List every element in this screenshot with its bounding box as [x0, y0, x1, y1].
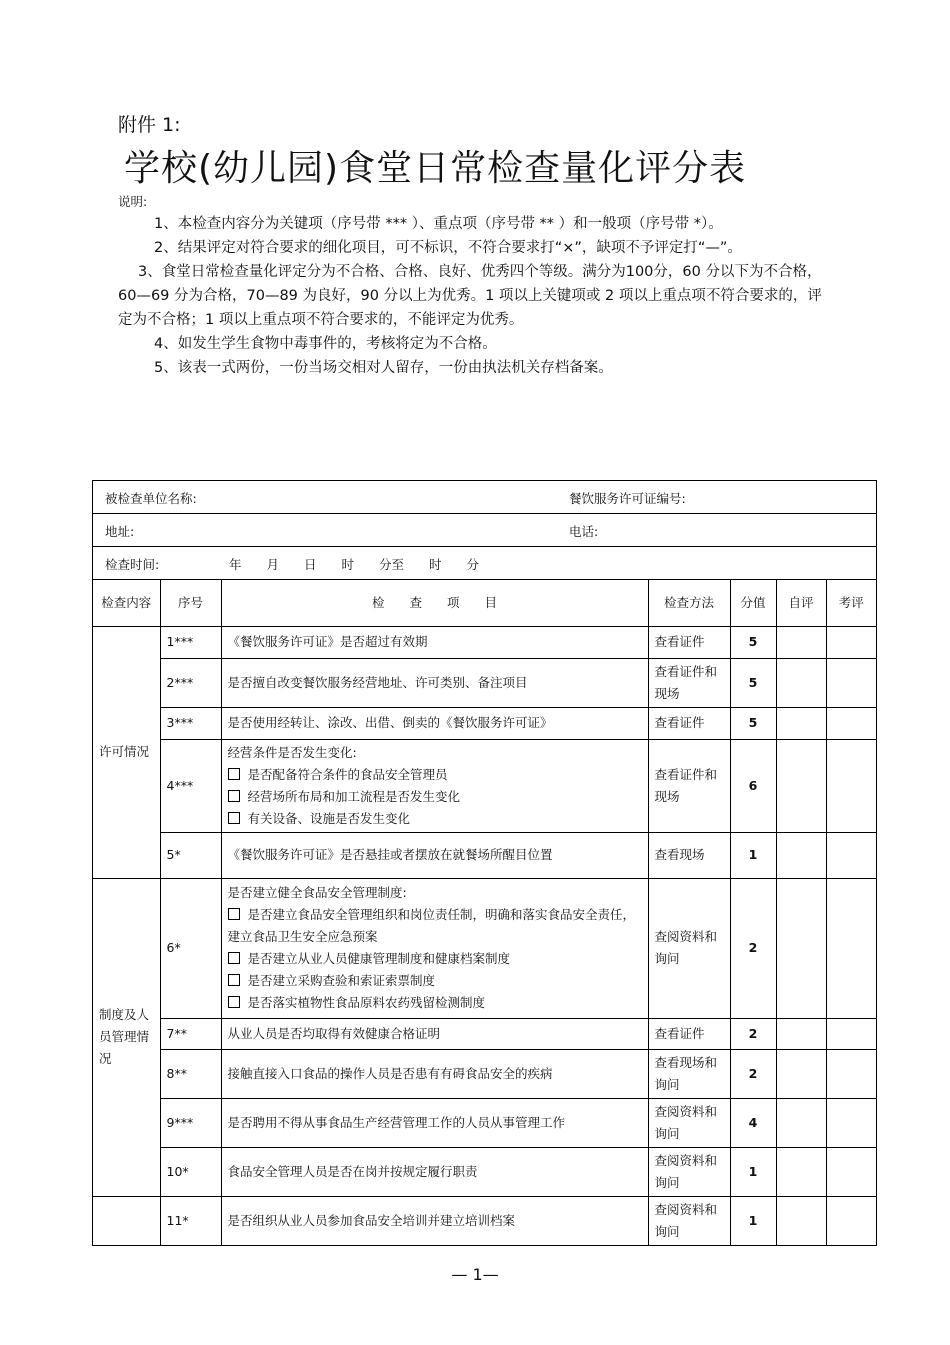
- row-method: 查阅资料和询问: [648, 878, 730, 1018]
- option-text: 是否建立从业人员健康管理制度和健康档案制度: [247, 951, 511, 966]
- row-item: 是否建立健全食品安全管理制度:: [227, 885, 407, 900]
- row-score: 5: [730, 707, 776, 739]
- self-eval-cell[interactable]: [776, 707, 826, 739]
- eval-cell[interactable]: [826, 739, 876, 832]
- checkbox-icon[interactable]: [228, 790, 240, 802]
- checkbox-icon[interactable]: [228, 812, 240, 824]
- option-text: 是否配备符合条件的食品安全管理员: [247, 766, 448, 782]
- row-method: 查看证件: [648, 707, 730, 739]
- eval-cell[interactable]: [826, 832, 876, 878]
- category-license: 许可情况: [93, 626, 160, 878]
- option-line: [228, 948, 642, 970]
- table-row: [93, 1018, 876, 1049]
- eval-cell[interactable]: [826, 1147, 876, 1196]
- self-eval-cell[interactable]: [776, 832, 826, 878]
- address-row: [93, 514, 876, 547]
- eval-cell[interactable]: [826, 626, 876, 658]
- header-method: 检查方法: [648, 580, 730, 626]
- checkbox-icon[interactable]: [228, 974, 240, 986]
- row-method: 查看现场: [648, 832, 730, 878]
- row-item: 是否擅自改变餐饮服务经营地址、许可类别、备注项目: [221, 658, 648, 707]
- self-eval-cell[interactable]: [776, 878, 826, 1018]
- explanation-item-5: 5、该表一式两份，一份当场交相对人留存，一份由执法机关存档备案。: [154, 360, 613, 376]
- row-score: 1: [730, 1147, 776, 1196]
- row-item: 是否聘用不得从事食品生产经营管理工作的人员从事管理工作: [221, 1098, 648, 1147]
- self-eval-cell[interactable]: [776, 1098, 826, 1147]
- row-method: 查看证件: [648, 626, 730, 658]
- row-item: 从业人员是否均取得有效健康合格证明: [221, 1018, 648, 1049]
- header-content: 检查内容: [93, 580, 160, 626]
- option-line: [228, 764, 642, 786]
- category-system-personnel: 制度及人员管理情况: [93, 878, 160, 1196]
- table-row: [93, 1049, 876, 1098]
- row-score: 5: [730, 658, 776, 707]
- table-row: [93, 658, 876, 707]
- option-text: 是否落实植物性食品原料农药残留检测制度: [247, 995, 486, 1010]
- row-seq: 8**: [160, 1049, 221, 1098]
- self-eval-cell[interactable]: [776, 626, 826, 658]
- header-self-eval: 自评: [776, 580, 826, 626]
- option-text: 有关设备、设施是否发生变化: [247, 810, 411, 826]
- checkbox-icon[interactable]: [228, 908, 240, 920]
- table-row: [93, 832, 876, 878]
- address-label[interactable]: 地址:: [105, 524, 135, 539]
- self-eval-cell[interactable]: [776, 739, 826, 832]
- self-eval-cell[interactable]: [776, 1196, 826, 1245]
- row-seq: 3***: [160, 707, 221, 739]
- checkbox-icon[interactable]: [228, 952, 240, 964]
- unit-row: [93, 481, 876, 514]
- row-method: 查看证件和现场: [648, 658, 730, 707]
- inspection-time-label[interactable]: 检查时间:: [105, 557, 160, 572]
- row-method: 查阅资料和询问: [648, 1147, 730, 1196]
- inspection-time-units: 年 月 日 时 分至 时 分: [229, 557, 480, 572]
- row-score: 1: [730, 1196, 776, 1245]
- time-row: [93, 547, 876, 580]
- row-score: 2: [730, 1049, 776, 1098]
- eval-cell[interactable]: [826, 878, 876, 1018]
- row-item: 《餐饮服务许可证》是否悬挂或者摆放在就餐场所醒目位置: [221, 832, 648, 878]
- phone-label[interactable]: 电话:: [569, 524, 599, 539]
- header-score: 分值: [730, 580, 776, 626]
- row-item: 是否使用经转让、涂改、出借、倒卖的《餐饮服务许可证》: [221, 707, 648, 739]
- row-method: 查阅资料和询问: [648, 1098, 730, 1147]
- row-item: 接触直接入口食品的操作人员是否患有有碍食品安全的疾病: [221, 1049, 648, 1098]
- explanation-item-3: 3、食堂日常检查量化评定分为不合格、合格、良好、优秀四个等级。满分为100分，60 分以下为不合格，60—69 分为合格，70—89 为良好，90 分以上为优秀。1 项以上关键项或 2 项以上重点项不符合要求的，评定为不合格；1 项以上重点项不符合要求的，不能评定为优秀。: [118, 264, 822, 328]
- scoring-table: [93, 580, 876, 1245]
- row-method: 查看证件和现场: [648, 739, 730, 832]
- row-seq: 9***: [160, 1098, 221, 1147]
- row-item: 食品安全管理人员是否在岗并按规定履行职责: [221, 1147, 648, 1196]
- option-line: [228, 970, 642, 992]
- row-seq: 2***: [160, 658, 221, 707]
- table-row: [93, 1196, 876, 1245]
- option-line: [228, 904, 642, 948]
- eval-cell[interactable]: [826, 1049, 876, 1098]
- attachment-label: 附件 1:: [118, 114, 181, 136]
- explanation-item-2: 2、结果评定对符合要求的细化项目，可不标识，不符合要求打“×”，缺项不予评定打“—”。: [154, 240, 742, 256]
- eval-cell[interactable]: [826, 1098, 876, 1147]
- explanation-item-4: 4、如发生学生食物中毒事件的，考核将定为不合格。: [154, 336, 497, 352]
- page-title: 学校(幼儿园)食堂日常检查量化评分表: [124, 148, 747, 189]
- row-item-with-options: [221, 739, 648, 832]
- self-eval-cell[interactable]: [776, 1018, 826, 1049]
- table-row: [93, 878, 876, 1018]
- option-text: 经营场所布局和加工流程是否发生变化: [247, 788, 461, 804]
- eval-cell[interactable]: [826, 1018, 876, 1049]
- self-eval-cell[interactable]: [776, 658, 826, 707]
- row-score: 2: [730, 1018, 776, 1049]
- row-method: 查看证件: [648, 1018, 730, 1049]
- checkbox-icon[interactable]: [228, 996, 240, 1008]
- row-score: 2: [730, 878, 776, 1018]
- row-seq: 5*: [160, 832, 221, 878]
- license-number-label[interactable]: 餐饮服务许可证编号:: [569, 491, 686, 506]
- option-line: [228, 808, 642, 830]
- table-row: [93, 707, 876, 739]
- row-score: 4: [730, 1098, 776, 1147]
- row-method: 查看现场和询问: [648, 1049, 730, 1098]
- self-eval-cell[interactable]: [776, 1049, 826, 1098]
- row-seq: 4***: [160, 739, 221, 832]
- row-score: 6: [730, 739, 776, 832]
- row-score: 5: [730, 626, 776, 658]
- page-number: — 1—: [451, 1265, 499, 1284]
- header-seq: 序号: [160, 580, 221, 626]
- option-text: 是否建立采购查验和索证索票制度: [247, 973, 436, 988]
- eval-cell[interactable]: [826, 707, 876, 739]
- row-seq: 11*: [160, 1196, 221, 1245]
- checkbox-icon[interactable]: [228, 768, 240, 780]
- row-score: 1: [730, 832, 776, 878]
- row-seq: 6*: [160, 878, 221, 1018]
- row-item: 经营条件是否发生变化:: [227, 744, 357, 760]
- option-text: 是否建立食品安全管理组织和岗位责任制，明确和落实食品安全责任，建立食品卫生安全应急预案: [227, 907, 636, 944]
- table-row: [93, 1147, 876, 1196]
- table-row: [93, 1098, 876, 1147]
- eval-cell[interactable]: [826, 1196, 876, 1245]
- row-seq: 7**: [160, 1018, 221, 1049]
- row-item: 是否组织从业人员参加食品安全培训并建立培训档案: [221, 1196, 648, 1245]
- row-item: 《餐饮服务许可证》是否超过有效期: [221, 626, 648, 658]
- self-eval-cell[interactable]: [776, 1147, 826, 1196]
- inspection-form: [92, 480, 877, 1246]
- explanation: [118, 192, 830, 380]
- row-item-with-options: [221, 878, 648, 1018]
- explanation-item-1: 1、本检查内容分为关键项（序号带 *** ）、重点项（序号带 ** ）和一般项（序号带 *）。: [154, 216, 723, 232]
- option-line: [228, 992, 642, 1014]
- unit-name-label[interactable]: 被检查单位名称:: [105, 491, 197, 506]
- option-line: [228, 786, 642, 808]
- table-row: [93, 626, 876, 658]
- table-header-row: [93, 580, 876, 626]
- explanation-lead: 说明:: [118, 194, 148, 209]
- header-eval: 考评: [826, 580, 876, 626]
- row-seq: 10*: [160, 1147, 221, 1196]
- table-row: [93, 739, 876, 832]
- category-empty: [93, 1196, 160, 1245]
- row-method: 查阅资料和询问: [648, 1196, 730, 1245]
- header-item: 检 查 项 目: [221, 580, 648, 626]
- row-seq: 1***: [160, 626, 221, 658]
- eval-cell[interactable]: [826, 658, 876, 707]
